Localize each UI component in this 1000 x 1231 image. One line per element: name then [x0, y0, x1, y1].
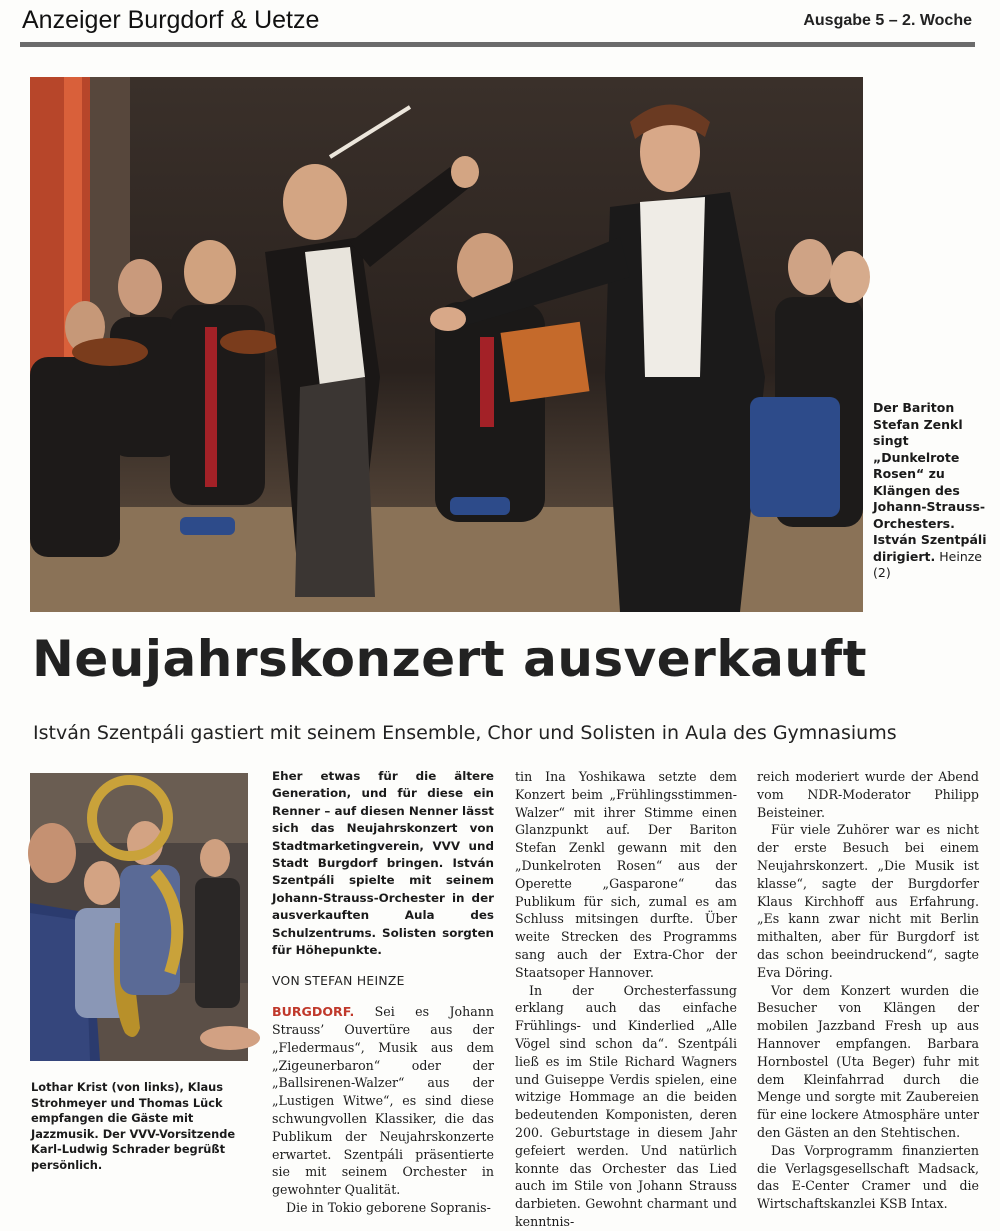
masthead-title: Anzeiger Burgdorf & Uetze	[22, 6, 320, 34]
photo-credit: Heinze (2)	[873, 548, 983, 580]
article-paragraph: tin Ina Yoshikawa setzte dem Konzert beim „Frühlingsstimmen-Walzer“ mit ihrer Stimme einen Glanzpunkt auf. Der Bariton Stefan Zenkl gewann mit den „Dunkelroten Rosen“ aus der Operette „Gasparone“ das Publikum für sich, zumal es am Schluss mitsingen durfte. Über weite Strecken des Programms sang auch der Extra-Chor der Staatsoper Hannover.	[515, 769, 737, 980]
article-paragraph: Vor dem Konzert wurden die Besucher von Klängen der mobilen Jazzband Fresh up aus Hannover empfangen. Barbara Hornbostel (Uta Beger) fuhr mit dem Kleinfahrrad durch die Menge und sorgte mit Zaubereien für eine lockere Atmosphäre unter den Gästen an den Stehtischen.	[757, 982, 979, 1140]
issue-label: Ausgabe 5 – 2. Woche	[803, 12, 972, 29]
article-paragraph: In der Orchesterfassung erklang auch das einfache Frühlings- und Kinderlied „Alle Vögel sind schon da“. Szentpáli ließ es im Stile Richard Wagners und Guiseppe Verdis spielen, eine witzige Hommage an die beiden bedeutenden Komponisten, deren 200. Geburtstage in diesem Jahr gefeiert werden. Und natürlich konnte das Orchester das Lied auch im Stile von Johann Strauss darbieten. Gewohnt charmant und kenntnis-	[515, 982, 737, 1229]
photo-caption	[873, 400, 993, 582]
concert-photo	[30, 77, 863, 612]
article-headline: Neujahrskonzert ausverkauft	[32, 630, 868, 688]
article-paragraph: reich moderiert wurde der Abend vom NDR-Moderator Philipp Beisteiner.	[757, 769, 979, 820]
byline: VON STEFAN HEINZE	[272, 974, 405, 989]
article-paragraph: Das Vorprogramm finanzierten die Verlagsgesellschaft Madsack, das E-Center Cramer und die Wirtschaftskanzlei KSB Intax.	[757, 1142, 979, 1212]
article-lead: Eher etwas für die ältere Generation, und für diese ein Renner – auf diesen Nenner lässt sich das Neujahrskonzert von Stadtmarketingverein, VVV und Stadt Burgdorf bringen. István Szentpáli spielte mit seinem Johann-Strauss-Orchester in der ausverkauften Aula des Schulzentrums. Solisten sorgten für Höhepunkte.	[272, 769, 494, 958]
jazzband-photo	[30, 773, 248, 1061]
article-column-1	[272, 768, 494, 1217]
article-column-3	[757, 768, 979, 1213]
paragraph-text: Sei es Johann Strauss’ Ouvertüre aus der „Fledermaus“, Musik aus dem „Zigeunerbaron“ oder der „Ballsirenen-Walzer“ aus der „Lustigen Witwe“, es sind diese schwungvollen Klassiker, die das Publikum der Neujahrskonzerte erwartet. Szentpáli präsentierte sie mit seinem Orchester in gewohnter Qualität.	[272, 1004, 494, 1198]
caption-text: Der Bariton Stefan Zenkl singt „Dunkelrote Rosen“ zu Klängen des Johann-Strauss-Orchesters. István Szentpáli dirigiert.	[873, 400, 987, 564]
article-subheadline: István Szentpáli gastiert mit seinem Ensemble, Chor und Solisten in Aula des Gymnasiums	[33, 722, 897, 744]
dateline: BURGDORF.	[272, 1004, 355, 1020]
masthead-rule	[20, 42, 975, 47]
article-paragraph: Für viele Zuhörer war es nicht der erste Besuch bei einem Neujahrskonzert. „Die Musik ist klasse“, sagte der Burgdorfer Klaus Kirchhoff aus Erfahrung. „Es kann zwar nicht mit Berlin mithalten, aber für Burgdorf ist das schon beeindruckend“, sagte Eva Döring.	[757, 822, 979, 980]
jazzband-caption: Lothar Krist (von links), Klaus Strohmeyer und Thomas Lück empfangen die Gäste mit Jazzmusik. Der VVV-Vorsitzende Karl-Ludwig Schrader begrüßt persönlich.	[31, 1080, 236, 1172]
article-paragraph: Die in Tokio geborene Sopranis-	[286, 1200, 491, 1216]
article-column-2	[515, 768, 737, 1231]
article-paragraph	[272, 1003, 494, 1199]
